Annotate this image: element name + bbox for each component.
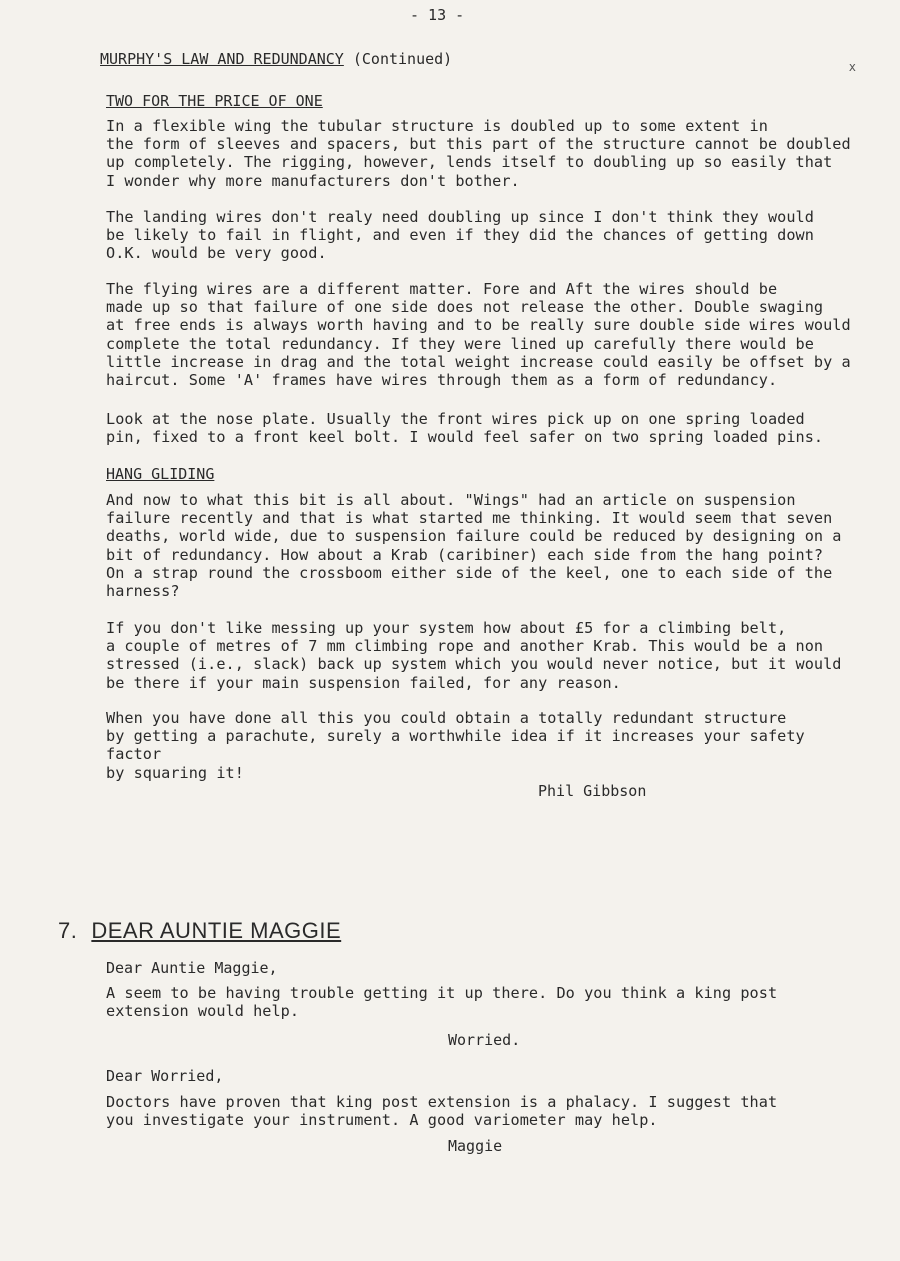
subsection-heading-two-for-one: TWO FOR THE PRICE OF ONE (106, 92, 323, 110)
letter-body: A seem to be having trouble getting it up there. Do you think a king post extension would help. (106, 984, 778, 1021)
letter-salutation: Dear Auntie Maggie, (106, 959, 278, 977)
section-7-number: 7. (58, 918, 78, 943)
reply-body: Doctors have proven that king post extension is a phalacy. I suggest that you investigate your instrument. A good variometer may help. (106, 1093, 778, 1130)
paragraph: If you don't like messing up your system how about £5 for a climbing belt, a couple of metres of 7 mm climbing rope and another Krab. This would be a non stressed (i.e., slack) back up system which you would never notice, but it would be there if your main suspension failed, for any reason. (106, 619, 842, 692)
letter-signoff: Worried. (448, 1031, 521, 1049)
paragraph: Look at the nose plate. Usually the front wires pick up on one spring loaded pin, fixed to a front keel bolt. I would feel safer on two spring loaded pins. (106, 410, 824, 447)
paragraph: The landing wires don't realy need doubling up since I don't think they would be likely to fail in flight, and even if they did the chances of getting down O.K. would be very good. (106, 208, 814, 263)
reply-salutation: Dear Worried, (106, 1067, 224, 1085)
section-title-suffix: (Continued) (352, 50, 453, 68)
paragraph: In a flexible wing the tubular structure is doubled up to some extent in the form of sleeves and spacers, but this part of the structure cannot be doubled up completely. The rigging, however, lends itself to doubling up so easily that I wonder why more manufacturers don't bother. (106, 117, 851, 190)
corner-mark: x (848, 60, 856, 74)
paragraph: And now to what this bit is all about. "Wings" had an article on suspension failure recently and that is what started me thinking. It would seem that seven deaths, world wide, due to suspension failure could be reduced by designing on a bit of redundancy. How about a Krab (caribiner) each side from the hang point? On a strap round the crossboom either side of the keel, one to each side of the harness? (106, 491, 842, 601)
paragraph: The flying wires are a different matter. Fore and Aft the wires should be made up so that failure of one side does not release the other. Double swaging at free ends is always worth having and to be really sure double side wires would complete the total redundancy. If they were lined up carefully there would be little increase in drag and the total weight increase could easily be offset by a haircut. Some 'A' frames have wires through them as a form of redundancy. (106, 280, 851, 390)
page-number: - 13 - (410, 6, 465, 24)
author-signature: Phil Gibbson (538, 782, 647, 800)
paragraph: When you have done all this you could obtain a totally redundant structure by getting a parachute, surely a worthwhile idea if it increases your safety factor by squaring it! (106, 709, 805, 782)
reply-signoff: Maggie (448, 1137, 503, 1155)
subsection-heading-hang-gliding: HANG GLIDING (106, 465, 215, 483)
section-title (100, 50, 452, 68)
section-7-heading (58, 918, 341, 944)
section-7-title: DEAR AUNTIE MAGGIE (91, 918, 342, 943)
section-title-main: MURPHY'S LAW AND REDUNDANCY (100, 50, 344, 68)
